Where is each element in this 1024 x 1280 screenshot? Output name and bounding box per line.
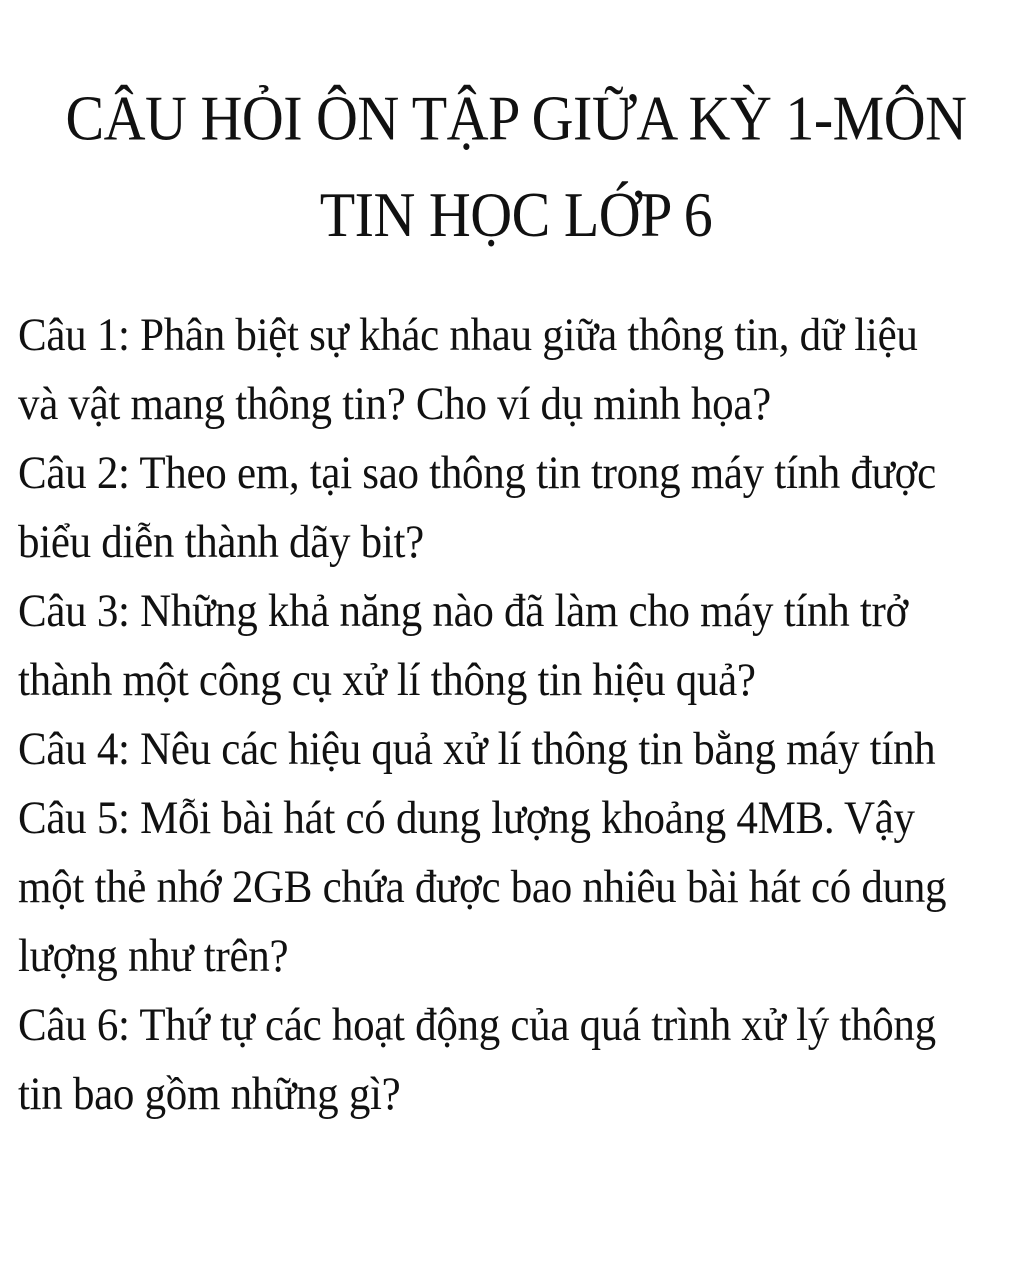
question-1-line-1: Câu 1: Phân biệt sự khác nhau giữa thông tin, dữ liệu (18, 310, 918, 361)
question-5-line-2: một thẻ nhớ 2GB chứa được bao nhiêu bài hát có dung (18, 862, 947, 913)
question-2-line-2: biểu diễn thành dãy bit? (18, 517, 424, 568)
title-line-1: CÂU HỎI ÔN TẬP GIỮA KỲ 1-MÔN (65, 82, 967, 154)
question-3-line-2: thành một công cụ xử lí thông tin hiệu quả? (18, 655, 756, 706)
question-6-line-2: tin bao gồm những gì? (18, 1069, 401, 1120)
question-3-line-1: Câu 3: Những khả năng nào đã làm cho máy tính trở (18, 586, 908, 637)
title-line-2: TIN HỌC LỚP 6 (319, 178, 713, 251)
question-list (18, 301, 1014, 1129)
question-1-line-2: và vật mang thông tin? Cho ví dụ minh họa? (18, 379, 771, 430)
question-5-line-1: Câu 5: Mỗi bài hát có dung lượng khoảng 4MB. Vậy (18, 793, 915, 844)
question-5-line-3: lượng như trên? (18, 931, 289, 982)
document-title (18, 70, 1014, 264)
question-2-line-1: Câu 2: Theo em, tại sao thông tin trong máy tính được (18, 448, 936, 499)
question-6-line-1: Câu 6: Thứ tự các hoạt động của quá trình xử lý thông (18, 1000, 936, 1051)
question-4-line-1: Câu 4: Nêu các hiệu quả xử lí thông tin bằng máy tính (18, 724, 936, 775)
